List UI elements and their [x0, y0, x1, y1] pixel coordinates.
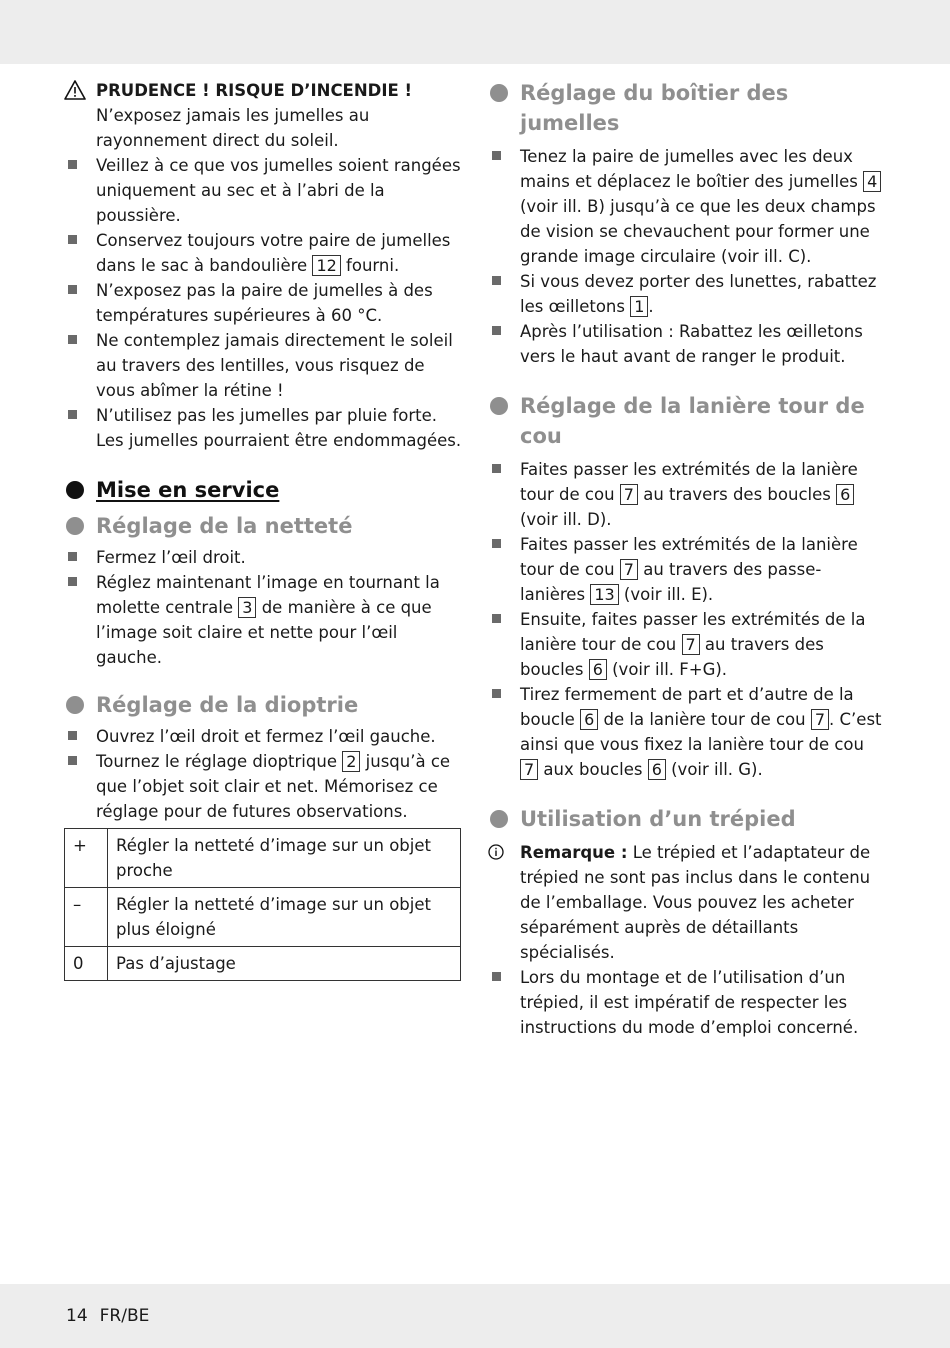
table-cell-description: Régler la netteté d’image sur un objet proche: [108, 829, 461, 888]
square-bullet-icon: [492, 614, 501, 623]
page-footer: [66, 1306, 161, 1326]
square-bullet-icon: [68, 285, 77, 294]
table-row: [65, 947, 461, 981]
square-bullet-icon: [492, 151, 501, 160]
table-cell-description: Régler la netteté d’image sur un objet plus éloigné: [108, 888, 461, 947]
list-item: Si vous devez porter des lunettes, rabattez les œilletons 1 .: [488, 269, 886, 319]
list-item: Veillez à ce que vos jumelles soient rangées uniquement au sec et à l’abri de la poussière.: [64, 153, 462, 228]
list-item: Lors du montage et de l’utilisation d’un trépied, il est impératif de respecter les instructions du mode d’emploi concerné.: [488, 965, 886, 1040]
list-item: Après l’utilisation : Rabattez les œilletons vers le haut avant de ranger le produit.: [488, 319, 886, 369]
filled-circle-icon: [66, 696, 84, 714]
info-icon: [488, 844, 504, 860]
warning-triangle-icon: [64, 80, 86, 100]
square-bullet-icon: [492, 276, 501, 285]
note-text: Le trépied et l’adaptateur de trépied ne sont pas inclus dans le contenu de l’emballage. Vous pouvez les acheter séparément auprès de détaillants spécialisés.: [520, 843, 871, 962]
right-column: [488, 78, 886, 1040]
square-bullet-icon: [492, 464, 501, 473]
list-item: Conservez toujours votre paire de jumelles dans le sac à bandoulière 12 fourni.: [64, 228, 462, 278]
list-item: Ne contemplez jamais directement le soleil au travers des lentilles, vous risquez de vous abîmer la rétine !: [64, 328, 462, 403]
square-bullet-icon: [68, 410, 77, 419]
square-bullet-icon: [492, 539, 501, 548]
list-item: Faites passer les extrémités de la lanière tour de cou 7 au travers des passe-lanières 13 (voir ill. E).: [488, 532, 886, 607]
table-row: [65, 829, 461, 888]
square-bullet-icon: [68, 577, 77, 586]
warning-text: N’exposez jamais les jumelles au rayonnement direct du soleil.: [96, 106, 370, 150]
list-item: Faites passer les extrémités de la lanière tour de cou 7 au travers des boucles 6 (voir ill. D).: [488, 457, 886, 532]
list-item: Tirez fermement de part et d’autre de la boucle 6 de la lanière tour de cou 7 . C’est ainsi que vous fixez la lanière tour de cou 7 aux boucles 6 (voir ill. G).: [488, 682, 886, 782]
section-heading-nettete: Réglage de la netteté: [64, 511, 462, 541]
filled-circle-icon: [66, 517, 84, 535]
page-number: 14: [66, 1306, 88, 1326]
section-heading-mise-en-service: Mise en service: [64, 475, 462, 505]
section-heading-boitier: Réglage du boîtier des jumelles: [488, 78, 886, 138]
square-bullet-icon: [492, 326, 501, 335]
note-paragraph: [488, 840, 886, 965]
laniere-list: [488, 457, 886, 782]
boitier-list: [488, 144, 886, 369]
list-item: Fermez l’œil droit.: [64, 545, 462, 570]
section-heading-trepied: Utilisation d’un trépied: [488, 804, 886, 834]
section-heading-dioptrie: Réglage de la dioptrie: [64, 690, 462, 720]
list-item: Réglez maintenant l’image en tournant la molette centrale 3 de manière à ce que l’image soit claire et nette pour l’œil gauche.: [64, 570, 462, 670]
dioptrie-table: [64, 828, 461, 981]
left-column: [64, 78, 462, 981]
part-number: 6: [648, 759, 666, 780]
header-band: [0, 0, 950, 64]
part-number: 13: [590, 584, 618, 605]
note-label: Remarque :: [520, 843, 628, 862]
part-number: 4: [863, 171, 881, 192]
square-bullet-icon: [492, 972, 501, 981]
square-bullet-icon: [68, 235, 77, 244]
table-cell-symbol: 0: [65, 947, 108, 981]
part-number: 6: [589, 659, 607, 680]
part-number: 7: [682, 634, 700, 655]
safety-list: [64, 153, 462, 453]
fire-warning: [64, 78, 462, 153]
part-number: 6: [580, 709, 598, 730]
language-code: FR/BE: [99, 1306, 150, 1326]
part-number: 7: [811, 709, 829, 730]
part-number: 3: [238, 597, 256, 618]
list-item: Tenez la paire de jumelles avec les deux mains et déplacez le boîtier des jumelles 4 (voir ill. B) jusqu’à ce que les deux champs de vision se chevauchent pour former une grande image circulaire (voir ill. C).: [488, 144, 886, 269]
filled-circle-icon: [490, 84, 508, 102]
list-item: Ouvrez l’œil droit et fermez l’œil gauche.: [64, 724, 462, 749]
square-bullet-icon: [68, 552, 77, 561]
dioptrie-list: [64, 724, 462, 824]
square-bullet-icon: [68, 756, 77, 765]
square-bullet-icon: [68, 160, 77, 169]
square-bullet-icon: [492, 689, 501, 698]
square-bullet-icon: [68, 335, 77, 344]
section-heading-laniere: Réglage de la lanière tour de cou: [488, 391, 886, 451]
table-row: [65, 888, 461, 947]
part-number: 12: [312, 255, 340, 276]
list-item: N’utilisez pas les jumelles par pluie forte. Les jumelles pourraient être endommagées.: [64, 403, 462, 453]
filled-circle-icon: [490, 810, 508, 828]
trepied-list: [488, 965, 886, 1040]
nettete-list: [64, 545, 462, 670]
part-number: 1: [630, 296, 648, 317]
filled-circle-icon: [490, 397, 508, 415]
filled-circle-icon: [66, 481, 84, 499]
list-item: Ensuite, faites passer les extrémités de la lanière tour de cou 7 au travers des boucles 6 (voir ill. F+G).: [488, 607, 886, 682]
part-number: 7: [520, 759, 538, 780]
part-number: 7: [620, 484, 638, 505]
part-number: 2: [342, 751, 360, 772]
table-cell-symbol: +: [65, 829, 108, 888]
warning-title: PRUDENCE ! RISQUE D’INCENDIE !: [96, 81, 413, 100]
table-cell-description: Pas d’ajustage: [108, 947, 461, 981]
square-bullet-icon: [68, 731, 77, 740]
list-item: N’exposez pas la paire de jumelles à des températures supérieures à 60 °C.: [64, 278, 462, 328]
part-number: 7: [620, 559, 638, 580]
part-number: 6: [836, 484, 854, 505]
list-item: Tournez le réglage dioptrique 2 jusqu’à ce que l’objet soit clair et net. Mémorisez ce réglage pour de futures observations.: [64, 749, 462, 824]
table-cell-symbol: –: [65, 888, 108, 947]
